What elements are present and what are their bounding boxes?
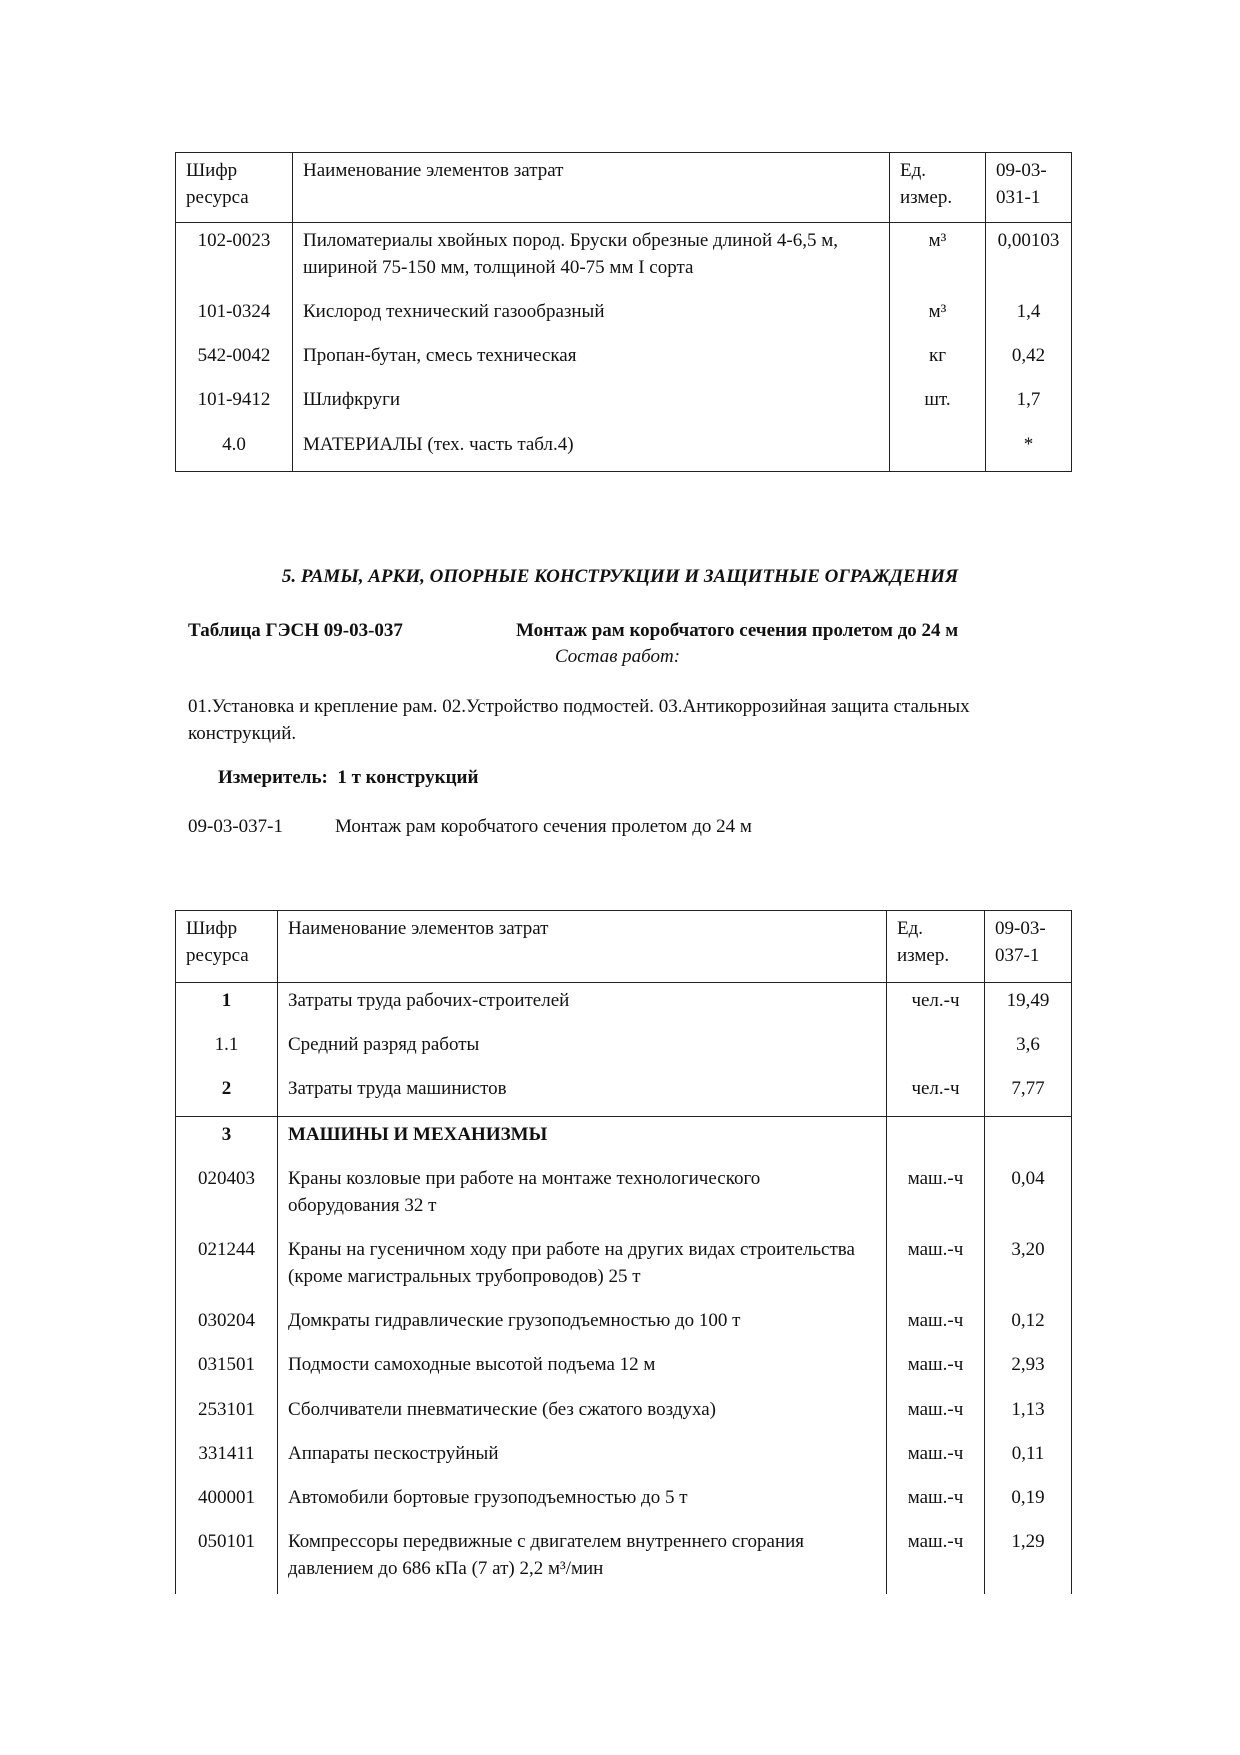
section-title: 5. РАМЫ, АРКИ, ОПОРНЫЕ КОНСТРУКЦИИ И ЗАЩИТНЫЕ ОГРАЖДЕНИЯ — [281, 566, 959, 587]
cell-value: 1,4 — [986, 294, 1072, 338]
cell-value: 1,13 — [985, 1392, 1072, 1436]
cell-name: Затраты труда машинистов — [278, 1071, 887, 1117]
cell-value: * — [986, 427, 1072, 472]
table-row — [176, 1436, 1072, 1480]
cell-code: 1 — [176, 983, 278, 1027]
table-row — [176, 1480, 1072, 1524]
cell-value: 0,19 — [985, 1480, 1072, 1524]
cell-unit: маш.-ч — [887, 1480, 985, 1524]
table-header — [176, 911, 1072, 983]
cell-name: Затраты труда рабочих-строителей — [278, 983, 887, 1027]
cell-value: 2,93 — [985, 1347, 1072, 1392]
cell-code: 030204 — [176, 1303, 278, 1347]
cell-unit — [887, 1027, 985, 1071]
cell-name: Средний разряд работы — [278, 1027, 887, 1071]
cell-name: Подмости самоходные высотой подъема 12 м — [278, 1347, 887, 1392]
cell-name: Компрессоры передвижные с двигателем внутреннего сгорания давлением до 686 кПа (7 ат) 2,2 м³/мин — [278, 1524, 887, 1594]
table-row — [176, 223, 1072, 294]
table-row — [176, 1027, 1072, 1071]
cell-unit: чел.-ч — [887, 983, 985, 1027]
composition-label: Состав работ: — [555, 646, 681, 667]
cell-unit: маш.-ч — [887, 1524, 985, 1594]
cell-code: 050101 — [176, 1524, 278, 1594]
resources-table — [175, 910, 1072, 1594]
cell-unit: чел.-ч — [887, 1071, 985, 1117]
table-row — [176, 1232, 1072, 1303]
cell-name: Пропан-бутан, смесь техническая — [293, 338, 890, 382]
materials-table — [175, 152, 1072, 472]
cell-name: Краны на гусеничном ходу при работе на других видах строительства (кроме магистральных трубопроводов) 25 т — [278, 1232, 887, 1303]
cell-unit: маш.-ч — [887, 1436, 985, 1480]
cell-name: Сболчиватели пневматические (без сжатого воздуха) — [278, 1392, 887, 1436]
cell-name: Краны козловые при работе на монтаже технологического оборудования 32 т — [278, 1161, 887, 1232]
table-row — [176, 1392, 1072, 1436]
cell-name: Шлифкруги — [293, 382, 890, 427]
header-name: Наименование элементов затрат — [293, 153, 890, 223]
cell-value — [985, 1117, 1072, 1161]
cell-code: 031501 — [176, 1347, 278, 1392]
table-title: Монтаж рам коробчатого сечения пролетом до 24 м — [516, 620, 959, 641]
header-value: 09-03-031-1 — [986, 153, 1072, 223]
cell-unit: маш.-ч — [887, 1392, 985, 1436]
cell-value: 1,29 — [985, 1524, 1072, 1594]
cell-name: МАТЕРИАЛЫ (тех. часть табл.4) — [293, 427, 890, 472]
cell-unit: шт. — [890, 382, 986, 427]
table-row — [176, 1524, 1072, 1594]
cell-name: Домкраты гидравлические грузоподъемностью до 100 т — [278, 1303, 887, 1347]
cell-code: 3 — [176, 1117, 278, 1161]
cell-value: 0,00103 — [986, 223, 1072, 294]
item-name: Монтаж рам коробчатого сечения пролетом до 24 м — [335, 816, 752, 837]
cell-value: 3,20 — [985, 1232, 1072, 1303]
cell-value: 0,11 — [985, 1436, 1072, 1480]
cell-code: 101-9412 — [176, 382, 293, 427]
cell-unit — [890, 427, 986, 472]
cell-unit: маш.-ч — [887, 1347, 985, 1392]
header-code: Шифр ресурса — [176, 911, 278, 983]
cell-code: 331411 — [176, 1436, 278, 1480]
table-row — [176, 983, 1072, 1027]
cell-value: 0,12 — [985, 1303, 1072, 1347]
cell-code: 101-0324 — [176, 294, 293, 338]
table-row — [176, 1117, 1072, 1161]
table-header — [176, 153, 1072, 223]
table-code: Таблица ГЭСН 09-03-037 — [188, 620, 403, 641]
cell-unit: маш.-ч — [887, 1303, 985, 1347]
cell-unit: м³ — [890, 223, 986, 294]
header-value: 09-03-037-1 — [985, 911, 1072, 983]
table-row — [176, 294, 1072, 338]
cell-code: 253101 — [176, 1392, 278, 1436]
cell-unit: маш.-ч — [887, 1232, 985, 1303]
cell-value: 3,6 — [985, 1027, 1072, 1071]
cell-unit — [887, 1117, 985, 1161]
table-row — [176, 338, 1072, 382]
header-code: Шифр ресурса — [176, 153, 293, 223]
cell-code: 400001 — [176, 1480, 278, 1524]
cell-code: 020403 — [176, 1161, 278, 1232]
item-code: 09-03-037-1 — [188, 816, 283, 837]
cell-code: 542-0042 — [176, 338, 293, 382]
composition-text: 01.Установка и крепление рам. 02.Устройство подмостей. 03.Антикоррозийная защита стальных конструкций. — [188, 696, 970, 744]
meter: Измеритель: 1 т конструкций — [218, 767, 479, 788]
table-row — [176, 382, 1072, 427]
table-row — [176, 1303, 1072, 1347]
cell-name: МАШИНЫ И МЕХАНИЗМЫ — [278, 1117, 887, 1161]
header-name: Наименование элементов затрат — [278, 911, 887, 983]
cell-value: 7,77 — [985, 1071, 1072, 1117]
cell-value: 0,42 — [986, 338, 1072, 382]
header-unit: Ед. измер. — [887, 911, 985, 983]
cell-code: 021244 — [176, 1232, 278, 1303]
cell-value: 0,04 — [985, 1161, 1072, 1232]
table-row — [176, 1071, 1072, 1117]
cell-code: 4.0 — [176, 427, 293, 472]
cell-value: 19,49 — [985, 983, 1072, 1027]
cell-code: 1.1 — [176, 1027, 278, 1071]
cell-name: Кислород технический газообразный — [293, 294, 890, 338]
table-row — [176, 1347, 1072, 1392]
header-unit: Ед. измер. — [890, 153, 986, 223]
cell-unit: м³ — [890, 294, 986, 338]
cell-name: Автомобили бортовые грузоподъемностью до 5 т — [278, 1480, 887, 1524]
cell-name: Пиломатериалы хвойных пород. Бруски обрезные длиной 4-6,5 м, шириной 75-150 мм, толщиной 40-75 мм I сорта — [293, 223, 890, 294]
cell-name: Аппараты пескоструйный — [278, 1436, 887, 1480]
cell-code: 2 — [176, 1071, 278, 1117]
cell-value: 1,7 — [986, 382, 1072, 427]
table-row — [176, 427, 1072, 472]
cell-unit: маш.-ч — [887, 1161, 985, 1232]
table-row — [176, 1161, 1072, 1232]
cell-code: 102-0023 — [176, 223, 293, 294]
cell-unit: кг — [890, 338, 986, 382]
